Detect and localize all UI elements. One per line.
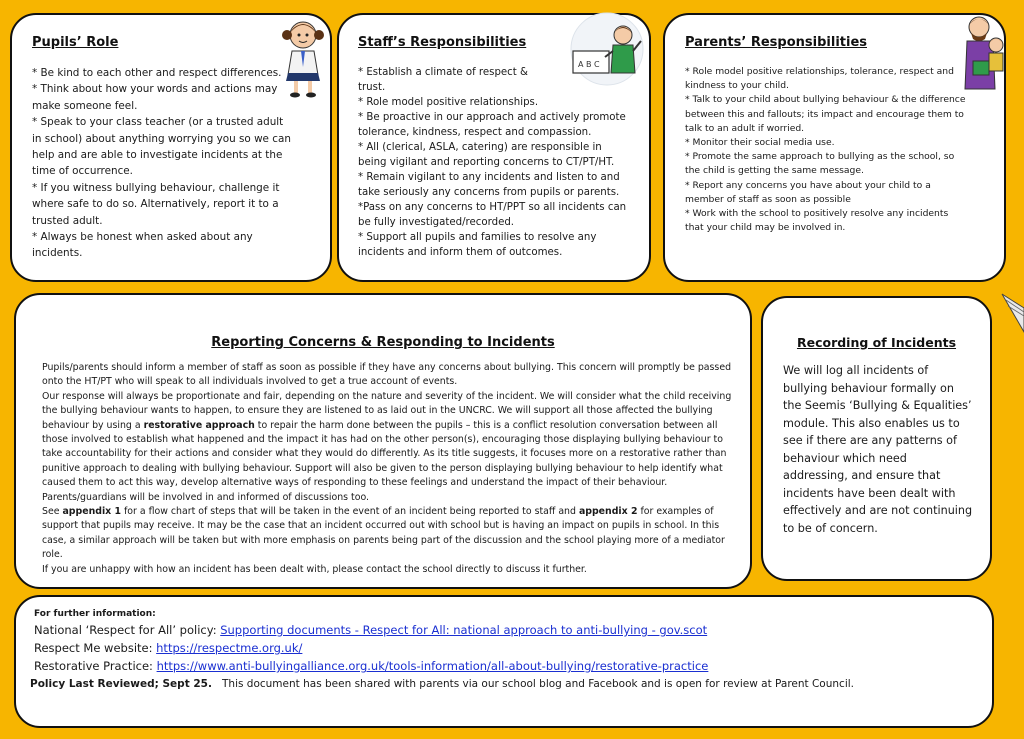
respectme-row: Respect Me website: https://respectme.org.uk/ xyxy=(34,641,303,655)
list-item: * Role model positive relationships, tolerance, respect and kindness to your child. xyxy=(685,66,954,92)
appendix-2-term: appendix 2 xyxy=(578,506,638,518)
reporting-paragraph-2: Our response will always be proportionate and fair, depending on the nature and severity of the incident. We will consider what the child receiving the bullying behaviour wants to happen, to ensure they are listened to as laid out in the UNCRC. We will support all those affected the bullying behaviour by using a restorative approach to repair the harm done between the pupils – this is a conflict resolution conversation between all those involved to establish what happened and the impact it has had on the other person(s), encouraging those displaying bullying behaviour to take accountability for their actions and consider what they would do differently. As its title suggests, it focuses more on a restorative rather than punitive approach to dealing with bullying behaviour. Support will also be given to the person displaying bullying behaviour to help identify what caused them to act this way, develop alternative ways of responding to these feelings and understand the impact of their behaviour. Parents/guardians will be involved in and informed of discussions too. xyxy=(42,390,732,503)
staff-responsibilities-title: Staff’s Responsibilities xyxy=(358,35,527,50)
list-item: * Support all pupils and families to resolve any incidents and inform them of outcomes. xyxy=(358,232,597,258)
list-item: * Work with the school to positively resolve any incidents that your child may be involved in. xyxy=(685,208,949,234)
pupil-girl-illustration xyxy=(274,15,332,99)
list-item: * Promote the same approach to bullying as the school, so the child is getting the same message. xyxy=(685,151,955,177)
list-item: * Always be honest when asked about any incidents. xyxy=(32,231,253,260)
list-item: * Be kind to each other and respect differences. xyxy=(32,67,282,79)
restorative-practice-row: Restorative Practice: https://www.anti-bullyingalliance.org.uk/tools-information/all-about-bullying/restorative-practice xyxy=(34,659,709,673)
staff-responsibilities-list xyxy=(358,65,630,260)
parents-responsibilities-panel xyxy=(663,13,1006,282)
reporting-paragraph-4: If you are unhappy with how an incident has been dealt with, please contact the school directly to discuss it further. xyxy=(42,563,587,575)
staff-responsibilities-panel xyxy=(337,13,651,282)
list-item: * If you witness bullying behaviour, challenge it where safe to do so. Alternatively, report it to a trusted adult. xyxy=(32,181,280,227)
appendix-1-term: appendix 1 xyxy=(62,506,122,518)
list-item: * All (clerical, ASLA, catering) are responsible in being vigilant and reporting concerns to CT/PT/HT. xyxy=(358,142,615,168)
list-item: * Role model positive relationships. xyxy=(358,97,539,108)
list-item: * Be proactive in our approach and actively promote tolerance, kindness, respect and compassion. xyxy=(358,112,626,138)
reporting-concerns-body xyxy=(42,361,732,577)
national-policy-link[interactable]: Supporting documents - Respect for All: national approach to anti-bullying - gov.scot xyxy=(220,623,708,637)
reporting-paragraph-1: Pupils/parents should inform a member of staff as soon as possible if they have any concerns about bullying. This concern will promptly be passed onto the HT/PT who will speak to all individuals involved to get a true account of events. xyxy=(42,362,732,388)
pupils-role-title: Pupils’ Role xyxy=(32,35,119,50)
list-item: * Establish a climate of respect & trust. xyxy=(358,67,528,93)
list-item: * Remain vigilant to any incidents and listen to and take seriously any concerns from pupils or parents. xyxy=(358,172,620,198)
further-information-label: For further information: xyxy=(34,609,156,619)
list-item: * Report any concerns you have about your child to a member of staff as soon as possible xyxy=(685,179,931,205)
pupils-role-panel xyxy=(10,13,332,282)
recording-incidents-body: We will log all incidents of bullying behaviour formally on the Seemis ‘Bullying & Equalities’ module. This also enables us to see if there are any patterns of behaviour which need addressing, and ensure that incidents have been dealt with effectively and are not continuing to be of concern. xyxy=(783,364,973,535)
policy-review-row xyxy=(30,675,994,693)
blackboard-text: A B C xyxy=(578,60,600,69)
reporting-paragraph-3: See appendix 1 for a flow chart of steps that will be taken in the event of an incident being reported to staff and appendix 2 for examples of support that pupils may receive. It may be the case that an incident occurred out with school but is having an impact on pupils in school. In this case, a similar approach will be taken but with more emphasis on parents being part of the discussion and the school playing more of a mediator role. xyxy=(42,506,725,561)
further-information-rows xyxy=(30,607,994,693)
parents-responsibilities-title: Parents’ Responsibilities xyxy=(685,35,867,50)
recording-incidents-title: Recording of Incidents xyxy=(796,335,957,350)
list-item: * Talk to your child about bullying behaviour & the difference between this and fallouts; its impact and encourage them to talk to an adult if worried. xyxy=(685,94,966,134)
list-item: * Think about how your words and actions may make someone feel. xyxy=(32,83,278,112)
respectme-link[interactable]: https://respectme.org.uk/ xyxy=(156,641,303,655)
page-corner-decoration xyxy=(998,288,1024,336)
further-information-panel xyxy=(14,595,994,728)
pupils-role-list xyxy=(32,65,294,262)
recording-incidents-panel xyxy=(761,296,992,581)
policy-review-date: Policy Last Reviewed; Sept 25. xyxy=(30,678,212,690)
list-item: *Pass on any concerns to HT/PPT so all incidents can be fully investigated/recorded. xyxy=(358,202,627,228)
parent-child-illustration xyxy=(961,11,1005,93)
reporting-concerns-title: Reporting Concerns & Responding to Incidents xyxy=(211,335,555,350)
list-item: * Monitor their social media use. xyxy=(685,137,835,149)
national-policy-row: National ‘Respect for All’ policy: Supporting documents - Respect for All: national approach to anti-bullying - gov.scot xyxy=(34,623,708,637)
list-item: * Speak to your class teacher (or a trusted adult in school) about anything worrying you so we can help and are able to investigate incidents at the time of occurrence. xyxy=(32,116,291,178)
restorative-approach-term: restorative approach xyxy=(143,419,255,431)
policy-review-note: This document has been shared with parents via our school blog and Facebook and is open for review at Parent Council. xyxy=(222,678,854,690)
reporting-concerns-panel xyxy=(14,293,752,589)
parents-responsibilities-list xyxy=(685,65,967,235)
restorative-practice-link[interactable]: https://www.anti-bullyingalliance.org.uk/tools-information/all-about-bullying/restorative-practice xyxy=(156,659,709,673)
